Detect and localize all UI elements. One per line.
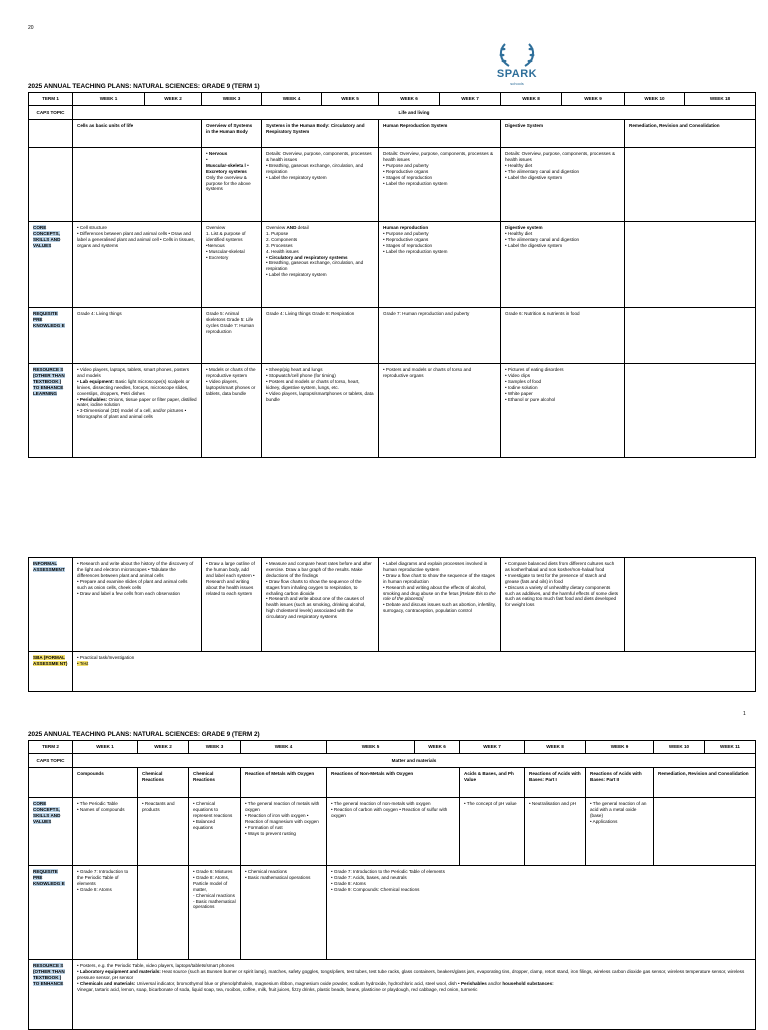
inf-cell: • Measure and compare heart rates before and after exercise. Draw a bar graph of the results. Make deductions of the findings • Draw flow charts to show the sequence of the stages from inhaling oxygen to respiration, to exhaling carbon dioxide • Research and write about one of the causes of health issues (such as smoking, drinking alcohol, high cholesterol levels) associated with the circulatory and respiratory systems (262, 558, 379, 652)
detail-cell: Details: Overview, purpose, components, processes & health issues • Breathing, gaseous exchange, circulation, and respiration • Label the respiratory system (262, 148, 379, 222)
inf-cell: • Draw a large outline of the human body, add and label each system • Research and writing about the health issues related to each system (202, 558, 262, 652)
term1-table-bottom (28, 557, 756, 692)
term-label: TERM 2 (29, 741, 73, 754)
term2-table (28, 740, 756, 1030)
res-cell: • Posters, e.g. the Periodic Table, video players, laptops/tablets/smart phones • Laboratory equipment and materials: Heat source (such as Bunsen burner or spirit lamp), matches, safety goggles, tongs/pliers, test tubes, test tube racks, glass containers, beakers/glass jars, evaporating tins, dropper, clamp, retort stand, iron filings, wireless carbon dioxide gas sensor, wireless temperature sensor, wireless pressure sensor, pH sensor • Chemicals and materials: Universal indicator, bromothymol blue or phenolphthalein, magnesium ribbon, magnesium oxide powder, sodium hydroxide, hydrochloric acid, steel wool, dish • Perishables and/or household substances: Vinegar, tartaric acid, lemon, soap, bicarbonate of soda, liquid soap, tea, rooibos, coffee, milk, fruit juices, fizzy drinks, plastic beads, beans, plasticine or playdough, red cabbage, red onion, turmeric (73, 960, 756, 1030)
inf-cell: • Label diagrams and explain processes involved in human reproductive system • Draw a flow chart to show the sequence of the stages in human reproduction • Research and writing about the effects of alcohol, smoking and drug abuse on the fetus [Relate this to the role of the placenta] • Debate and discuss issues such as abortion, infertility, surrogacy, contraception, population control (379, 558, 501, 652)
core-cell: • The general reaction of metals with oxygen • Reaction of iron with oxygen • Reaction of magnesium with oxygen • Formation of rust • Ways to prevent rusting (241, 798, 327, 866)
topic-cell: Chemical Reactions (138, 768, 189, 798)
spark-logo (493, 40, 541, 90)
core-cell: • The general reaction of non-metals with oxygen • Reaction of carbon with oxygen • Reaction of sulfur with oxygen (327, 798, 460, 866)
req-cell: Grade 7: Human reproduction and puberty (379, 308, 501, 364)
detail-cell: Details: Overview, purpose, components, processes & health issues • Purpose and puberty • Reproductive organs • Stages of reproduction • Label the reproduction system (379, 148, 501, 222)
topic-cell: Systems in the Human Body: Circulatory and Respiratory System (262, 120, 379, 148)
res-cell: • Sheep/pig heart and lungs • Stopwatch/cell phone (for timing) • Posters and models or charts of torso, heart, kidney, digestive system, lungs, etc. • Video players, laptops/smartphones or tablets, data bundle (262, 364, 379, 458)
logo-subtext: schools (510, 81, 524, 86)
topic-cell: Reactions of Acids with Bases: Part I (525, 768, 586, 798)
term1-title: 2025 ANNUAL TEACHING PLANS: NATURAL SCIENCES: GRADE 9 (TERM 1) (28, 83, 260, 90)
topic-cell: Reaction of Metals with Oxygen (241, 768, 327, 798)
core-cell: • Chemical equations to represent reactions • Balanced equations (189, 798, 241, 866)
sba-cell: • Practical task/Investigation • Test (73, 652, 756, 692)
week-header: WEEK 8 (501, 93, 562, 106)
week-header: WEEK 10 (625, 93, 685, 106)
topic-cell: Chemical Reactions (189, 768, 241, 798)
core-cell: • Reactants and products (138, 798, 189, 866)
res-cell: • Posters and models or charts of torso and reproductive organs (379, 364, 501, 458)
row-label: RESOURCE S (OTHER THAN TEXTBOOK ) TO ENHANCE (29, 960, 73, 1030)
week-header: WEEK 10 (654, 741, 705, 754)
core-cell: Human reproduction • Purpose and puberty • Reproductive organs • Stages of reproduction • Label the reproduction system (379, 222, 501, 308)
week-header: WEEK 3 (202, 93, 262, 106)
core-cell: • The general reaction of an acid with a metal oxide (base) • Applications (586, 798, 654, 866)
laurel-icon (493, 40, 541, 70)
topic-cell: Human Reproduction System (379, 120, 501, 148)
week-header: WEEK 1 (73, 741, 138, 754)
req-cell: • Chemical reactions • Basic mathematical operations (241, 866, 327, 960)
req-cell: Grade 4: Living things (73, 308, 202, 364)
topic-cell: Overview of Systems in the Human Body (202, 120, 262, 148)
topic-cell: Digestive System (501, 120, 625, 148)
req-cell: Grade 5: Animal skeletons Grade 5: Life cycles Grade 7: Human reproduction (202, 308, 262, 364)
row-label: REQUISITE PRE KNOWLEDG E (29, 866, 73, 960)
caps-topic: Life and living (73, 106, 756, 120)
row-label: CORE CONCEPTS, SKILLS AND VALUES (29, 222, 73, 308)
week-header: WEEK 9 (562, 93, 625, 106)
req-cell: Grade 4: Living things Grade 8: Respiration (262, 308, 379, 364)
page-number-middle: 1 (743, 711, 746, 717)
core-cell: • Cell structure • Differences between plant and animal cells • Draw and label a generalised plant and animal cell • Cells in tissues, organs and systems (73, 222, 202, 308)
res-cell: • Models or charts of the reproductive system • Video players, laptops/smart phones or tablets, data bundle (202, 364, 262, 458)
week-header: WEEK 2 (138, 741, 189, 754)
week-header: WEEK 8 (525, 741, 586, 754)
req-cell: Grade 6: Nutrition & nutrients in food (501, 308, 625, 364)
week-header: WEEK 4 (262, 93, 322, 106)
week-header: WEEK 7 (440, 93, 501, 106)
week-header: WEEK 7 (460, 741, 525, 754)
res-cell: • Video players, laptops, tablets, smart phones, posters and models • Lab equipment: Basic light microscope(s) scalpels or knives, dissecting needles, forceps, microscope slides, coverslips, droppers, Petri dishes • Perishables: Onions, tissue paper or filter paper, distilled water, iodine solution • 3-Dimensional (3D) model of a cell, and/or pictures • Micrographs of plant and animal cells (73, 364, 202, 458)
week-header: WEEK 9 (586, 741, 654, 754)
week-header: WEEK 5 (322, 93, 379, 106)
topic-cell: Compounds (73, 768, 138, 798)
term1-table-top (28, 92, 756, 458)
topic-cell: Acids & Bases, and Ph Value (460, 768, 525, 798)
core-cell: • Neutralisation and pH (525, 798, 586, 866)
term-label: TERM 1 (29, 93, 73, 106)
week-header: WEEK 4 (241, 741, 327, 754)
week-header: WEEK 18 (685, 93, 756, 106)
req-cell: • Grade 7: Introduction to the Periodic Table of elements • Grade 8: Atoms (73, 866, 138, 960)
week-header: WEEK 11 (705, 741, 756, 754)
core-cell: Overview 1. List & purpose of identified systems •Nervous • Muscular-skeletal • Excretory (202, 222, 262, 308)
week-header: WEEK 1 (73, 93, 145, 106)
caps-label: CAPS TOPIC (29, 106, 73, 120)
req-cell: • Grade 7: Introduction to the Periodic Table of elements • Grade 7: Acids, bases, and neutrals • Grade 8: Atoms • Grade 9: Compounds: Chemical reactions (327, 866, 756, 960)
core-cell: Digestive system • Healthy diet • The alimentary canal and digestion • Label the digestive system (501, 222, 625, 308)
term2-title: 2025 ANNUAL TEACHING PLANS: NATURAL SCIENCES: GRADE 9 (TERM 2) (28, 731, 260, 738)
inf-cell: • Compare balanced diets from different cultures such as kosher/halaal and non kosher/non-halaal food • Investigate to test for the presence of starch and grease (fats and oils) in food • Discuss a variety of unhealthy dietary components such as additives, and the harmful effects of some diets such as eating too much fast food and diets developed for weight loss (501, 558, 625, 652)
detail-cell: • Nervous • Muscular-skeleta l • Excretory systems Only the overview & purpose for the above systems (202, 148, 262, 222)
week-header: WEEK 2 (145, 93, 202, 106)
caps-label: CAPS TOPIC (29, 754, 73, 768)
week-header: WEEK 5 (327, 741, 415, 754)
caps-topic: Matter and materials (73, 754, 756, 768)
topic-cell: Reactions of Acids with Bases: Part II (586, 768, 654, 798)
topic-cell: Reactions of Non-Metals with Oxygen (327, 768, 460, 798)
inf-cell: • Research and write about the history of the discovery of the light and electron microscopes • Tabulate the differences between plant and animal cells • Prepare and examine slides of plant and animal cells such as onion cells, cheek cells • Draw and label a few cells from each observation (73, 558, 202, 652)
detail-cell: Details: Overview, purpose, components, processes & health issues • Healthy diet • The alimentary canal and digestion • Label the digestive system (501, 148, 625, 222)
row-label: INFORMAL ASSESSMENT (29, 558, 73, 652)
core-cell: • The Periodic Table • Names of compounds (73, 798, 138, 866)
logo-wordmark: SPARK (496, 68, 538, 80)
res-cell: • Pictures of eating disorders • Video clips • Samples of food • Iodine solution • White paper • Ethanol or pure alcohol (501, 364, 625, 458)
row-label: SBA (FORMAL ASSESSME NT) (29, 652, 73, 692)
row-label: REQUISITE PRE KNOWLEDG E (29, 308, 73, 364)
week-header: WEEK 6 (415, 741, 460, 754)
core-cell: • The concept of pH value (460, 798, 525, 866)
topic-cell: Remediation, Revision and Consolidation (625, 120, 756, 148)
topic-cell: Cells as basic units of life (73, 120, 202, 148)
week-header: WEEK 3 (189, 741, 241, 754)
core-cell: Overview AND detail 1. Purpose 2. Components 3. Processes 4. Health issues • Circulatory and respiratory systems • Breathing, gaseous exchange, circulation, and respiration • Label the respiratory system (262, 222, 379, 308)
req-cell: • Grade 6: Mixtures • Grade 8: Atoms, Particle model of matter, - Chemical reactions - Basic mathematical operations (189, 866, 241, 960)
row-label: CORE CONCEPTS, SKILLS AND VALUES (29, 798, 73, 866)
page-number-top: 20 (28, 25, 34, 31)
row-label: RESOURCE S (OTHER THAN TEXTBOOK ) TO ENHANCE LEARNING (29, 364, 73, 458)
topic-cell: Remediation, Revision and Consolidation (654, 768, 756, 798)
week-header: WEEK 6 (379, 93, 440, 106)
